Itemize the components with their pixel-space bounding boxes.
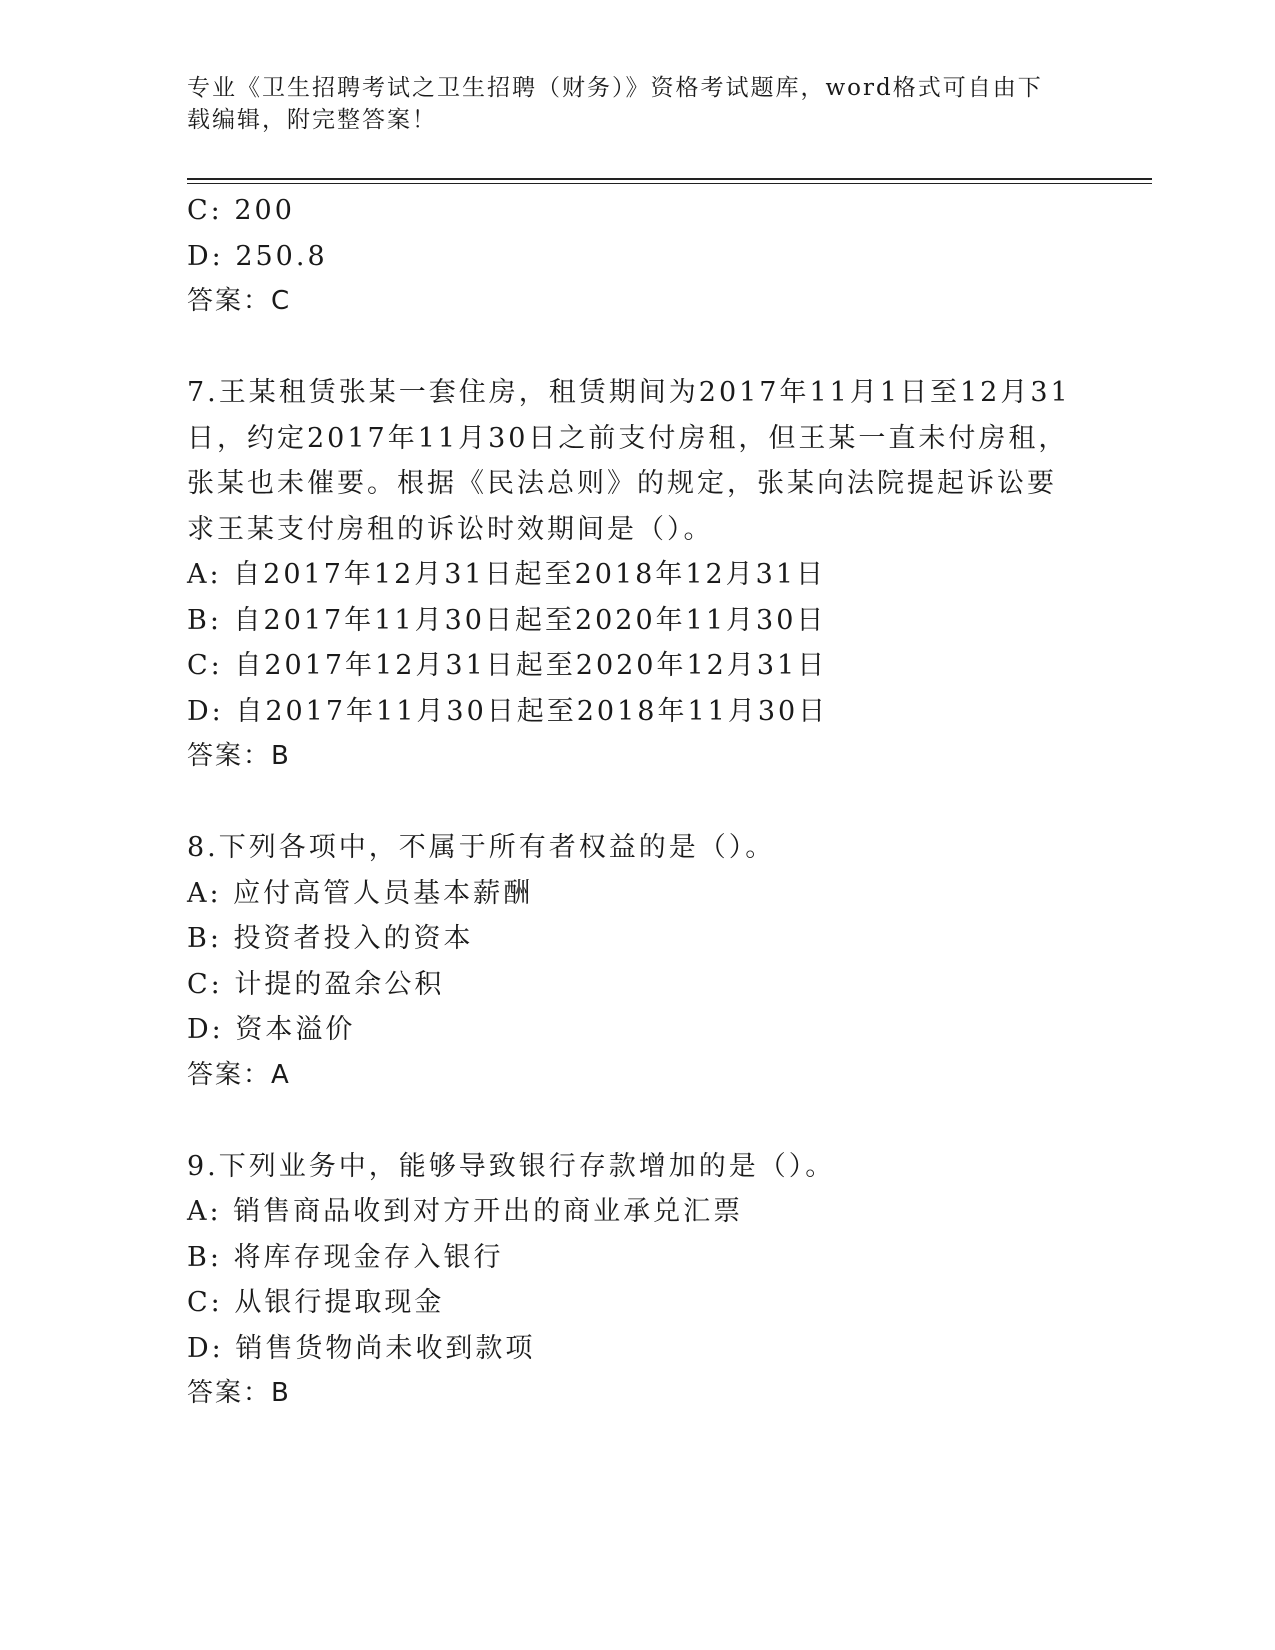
question-9-answer: 答案：B bbox=[187, 1378, 291, 1408]
question-7-stem: 7.王某租赁张某一套住房，租赁期间为2017年11月1日至12月31日，约定2017年11月30日之前支付房租，但王某一直未付房租，张某也未催要。根据《民法总则》的规定，张某向法院提起诉讼要求王某支付房租的诉讼时效期间是（）。 bbox=[187, 377, 1071, 545]
question-7-option-c: C: 自2017年12月31日起至2020年12月31日 bbox=[187, 650, 828, 681]
question-8-option-d: D: 资本溢价 bbox=[187, 1014, 356, 1045]
question-9-option-a: A: 销售商品收到对方开出的商业承兑汇票 bbox=[187, 1196, 744, 1227]
question-list bbox=[187, 188, 1087, 1417]
document-header: 专业《卫生招聘考试之卫生招聘（财务）》资格考试题库，word格式可自由下载编辑，附完整答案！ bbox=[187, 75, 1043, 133]
spacer bbox=[187, 1098, 1087, 1144]
option-c: C: 200 bbox=[187, 195, 295, 226]
question-7-option-b: B: 自2017年11月30日起至2020年11月30日 bbox=[187, 604, 827, 636]
answer-line: 答案：C bbox=[187, 286, 292, 316]
question-9-option-b: B: 将库存现金存入银行 bbox=[187, 1241, 504, 1273]
question-8-answer: 答案：A bbox=[187, 1059, 291, 1090]
question-8-option-c: C: 计提的盈余公积 bbox=[187, 968, 445, 1000]
spacer bbox=[187, 325, 1087, 371]
header-divider bbox=[187, 178, 1152, 180]
question-7-answer: 答案：B bbox=[187, 741, 291, 771]
question-9-stem: 9.下列业务中，能够导致银行存款增加的是（）。 bbox=[187, 1150, 836, 1182]
question-7-option-d: D: 自2017年11月30日起至2018年11月30日 bbox=[187, 695, 829, 727]
question-8-option-a: A: 应付高管人员基本薪酬 bbox=[187, 877, 534, 909]
question-7-option-a: A: 自2017年12月31日起至2018年12月31日 bbox=[187, 559, 827, 590]
question-9-option-c: C: 从银行提取现金 bbox=[187, 1287, 445, 1318]
question-9-option-d: D: 销售货物尚未收到款项 bbox=[187, 1332, 536, 1364]
question-8-stem: 8.下列各项中，不属于所有者权益的是（）。 bbox=[187, 832, 776, 863]
option-d: D: 250.8 bbox=[187, 240, 328, 272]
question-8-option-b: B: 投资者投入的资本 bbox=[187, 923, 474, 954]
spacer bbox=[187, 780, 1087, 826]
header-divider-thin bbox=[187, 183, 1152, 184]
